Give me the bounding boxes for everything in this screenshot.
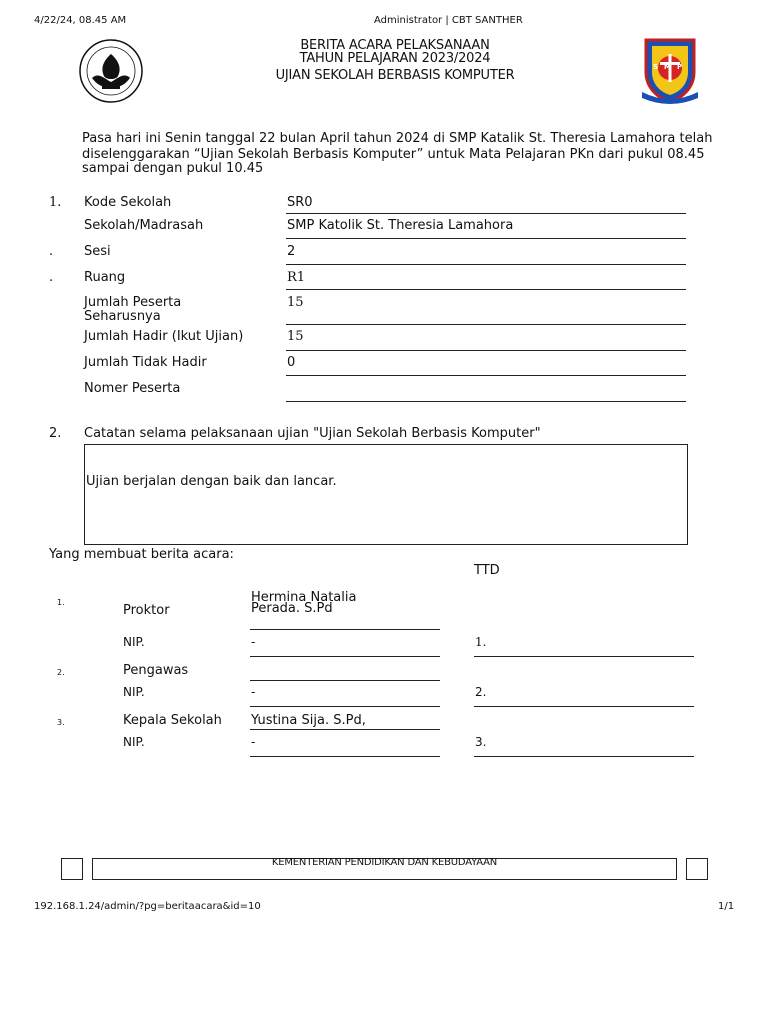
intro-line-3: sampai dengan pukul 10.45 [82,161,264,176]
logo-right-text: SMP [653,63,689,71]
made-by-label: Yang membuat berita acara: [49,547,234,562]
notes-box [84,444,688,545]
section-1-number: 1. [49,195,62,210]
intro-line-1: Pasa hari ini Senin tanggal 22 bulan April tahun 2024 di SMP Katalik St. Theresia Lamahora telah [82,131,713,146]
doc-title-line3: UJIAN SEKOLAH BERBASIS KOMPUTER [275,68,515,83]
tut-wuri-handayani-logo [78,38,144,104]
doc-title-line2: TAHUN PELAJARAN 2023/2024 [299,51,491,66]
print-page-number: 1/1 [718,901,735,912]
notes-text: Ujian berjalan dengan baik dan lancar. [86,474,337,489]
intro-line-2: diselenggarakan “Ujian Sekolah Berbasis Komputer” untuk Mata Pelajaran PKn dari pukul 08.45 [82,147,705,162]
footer-box-right [686,858,708,880]
print-url: 192.168.1.24/admin/?pg=beritaacara&id=10 [34,901,261,912]
footer-box-left [61,858,83,880]
print-header-title: Administrator | CBT SANTHER [374,15,523,26]
footer-band-text: KEMENTERIAN PENDIDIKAN DAN KEBUDAYAAN [271,857,498,868]
notes-label: Catatan selama pelaksanaan ujian "Ujian Sekolah Berbasis Komputer" [84,426,541,441]
ttd-label: TTD [474,563,500,578]
doc-title-line1: BERITA ACARA PELAKSANAAN [300,38,490,53]
school-crest-logo [640,36,700,106]
print-datetime: 4/22/24, 08.45 AM [34,15,127,26]
section-2-number: 2. [49,426,62,441]
footer-band [92,858,677,880]
